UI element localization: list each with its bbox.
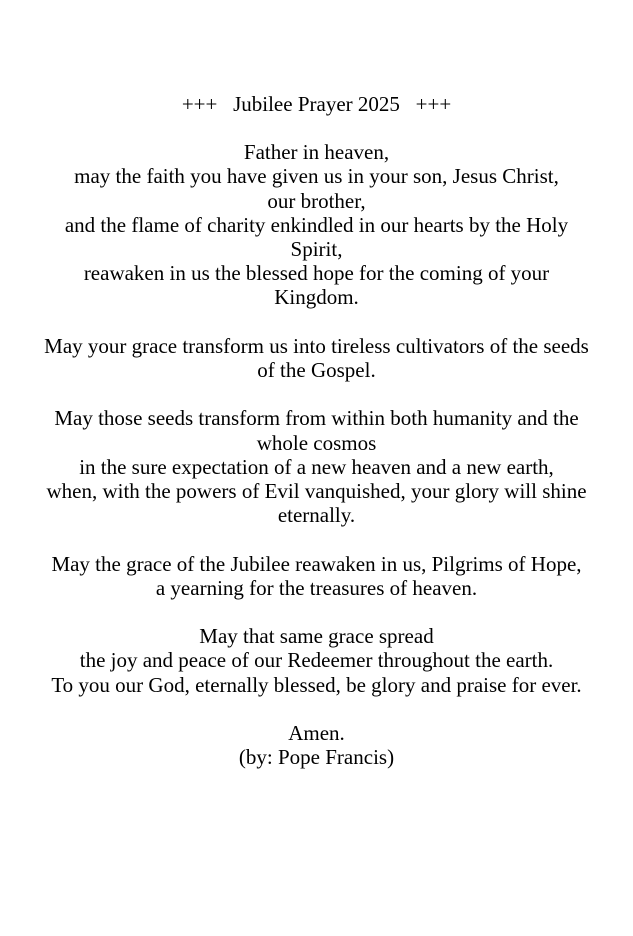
prayer-line: when, with the powers of Evil vanquished, your glory will shine xyxy=(46,479,587,504)
stanza-grace xyxy=(12,334,621,382)
stanza-doxology xyxy=(12,624,621,697)
stanza-closing xyxy=(12,721,621,769)
prayer-line: in the sure expectation of a new heaven and a new earth, xyxy=(79,454,554,479)
prayer-line: eternally. xyxy=(277,503,356,528)
prayer-line: Spirit, xyxy=(290,237,343,262)
amen-line: Amen. xyxy=(288,721,345,745)
prayer-line: reawaken in us the blessed hope for the coming of your xyxy=(83,261,550,286)
prayer-line: may the faith you have given us in your son, Jesus Christ, xyxy=(74,164,559,189)
stanza-seeds xyxy=(12,406,621,527)
prayer-line: May those seeds transform from within both humanity and the xyxy=(54,406,579,431)
author-attribution: (by: Pope Francis) xyxy=(238,745,395,770)
prayer-line: and the flame of charity enkindled in our hearts by the Holy xyxy=(64,212,569,237)
prayer-line: a yearning for the treasures of heaven. xyxy=(155,575,478,600)
prayer-line: May your grace transform us into tireless cultivators of the seeds xyxy=(44,333,589,358)
document-title: +++ Jubilee Prayer 2025 +++ xyxy=(181,92,452,116)
prayer-line: of the Gospel. xyxy=(257,358,376,383)
prayer-line: May the grace of the Jubilee reawaken in us, Pilgrims of Hope, xyxy=(51,551,582,576)
prayer-line: the joy and peace of our Redeemer throughout the earth. xyxy=(79,648,554,673)
prayer-line: Kingdom. xyxy=(274,285,359,310)
stanza-jubilee xyxy=(12,552,621,600)
prayer-document xyxy=(12,92,621,769)
prayer-line: May that same grace spread xyxy=(199,624,434,649)
prayer-line: our brother, xyxy=(267,188,366,213)
stanza-invocation xyxy=(12,140,621,309)
prayer-line: To you our God, eternally blessed, be glory and praise for ever. xyxy=(51,672,582,697)
prayer-line: whole cosmos xyxy=(256,430,377,455)
prayer-line: Father in heaven, xyxy=(243,140,390,165)
